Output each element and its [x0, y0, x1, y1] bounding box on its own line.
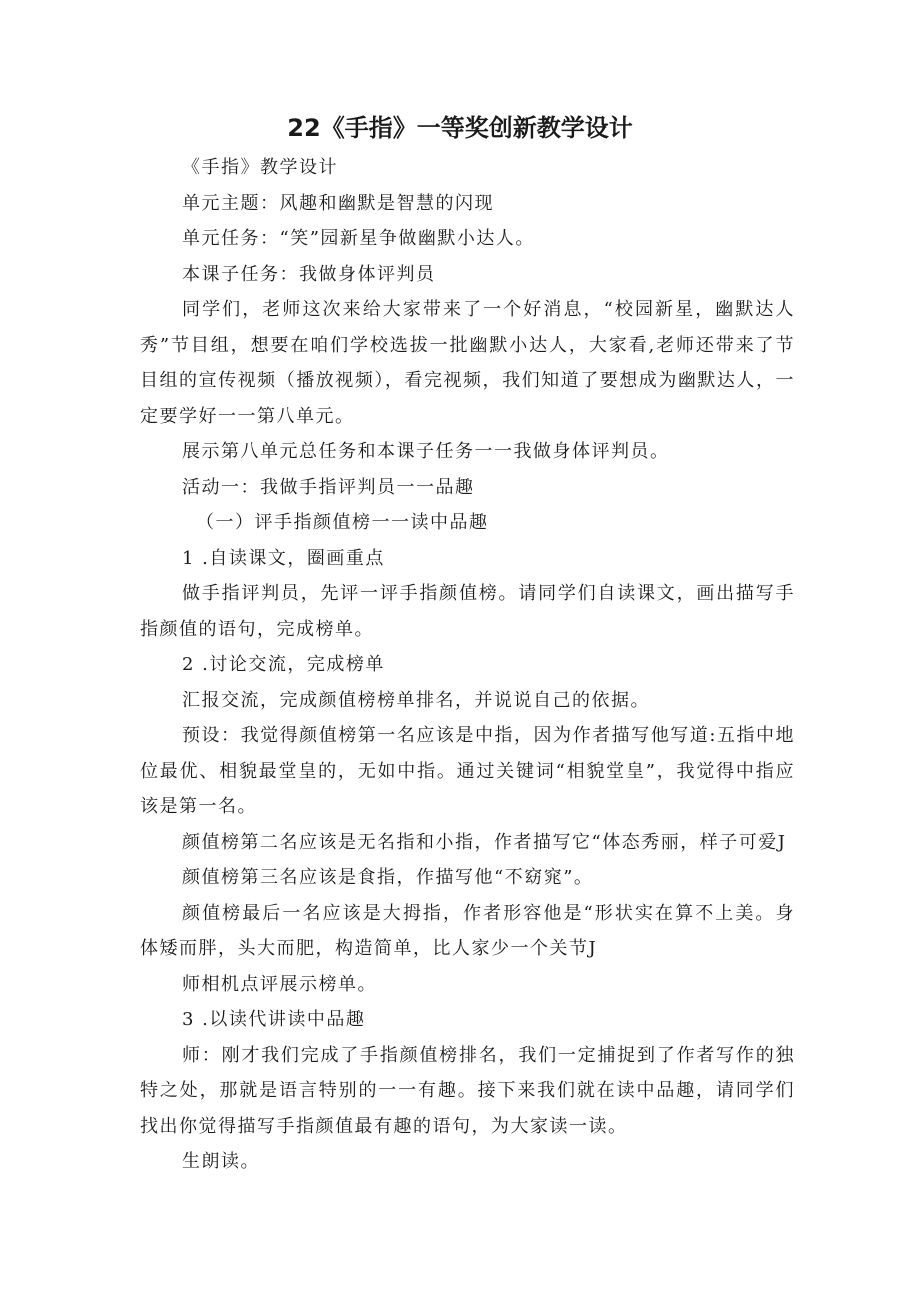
paragraph-unit-task: 单元任务：“笑”园新星争做幽默小达人。 — [182, 228, 535, 249]
paragraph-activity-one: 活动一：我做手指评判员一一品趣 — [182, 476, 475, 498]
paragraph-step-three: 3 .以读代讲读中品趣 — [182, 1009, 366, 1030]
paragraph-preset: 预设：我觉得颜值榜第一名应该是中指，因为作者描写他写道:五指中地位最优、相貌最堂皇的，无如中指。通过关键词“相貌堂皇”，我觉得中指应该是第一名。 — [140, 725, 795, 817]
paragraph-rank-last: 颜值榜最后一名应该是大拇指，作者形容他是“形状实在算不上美。身体矮而胖，头大而肥，构造简单，比人家少一个关节J — [140, 902, 795, 959]
paragraph-step-one-body: 做手指评判员，先评一评手指颜值榜。请同学们自读课文，画出描写手指颜值的语句，完成榜单。 — [140, 583, 795, 640]
paragraph-section-one: （一）评手指颜值榜一一读中品趣 — [196, 512, 489, 533]
paragraph-lesson-subtask: 本课子任务：我做身体评判员 — [182, 263, 436, 285]
paragraph-rank-two: 颜值榜第二名应该是无名指和小指，作者描写它“体态秀丽，样子可爱J — [182, 831, 787, 853]
document-body — [140, 150, 795, 1180]
paragraph-step-two-body: 汇报交流，完成颜值榜榜单排名，并说说自己的依据。 — [182, 689, 650, 711]
paragraph-unit-theme: 单元主题：风趣和幽默是智慧的闪现 — [182, 192, 494, 214]
paragraph-rank-three: 颜值榜第三名应该是食指，作描写他“不窈窕”。 — [182, 867, 594, 888]
paragraph-step-two: 2 .讨论交流，完成榜单 — [182, 654, 385, 675]
paragraph-teacher-speech: 师：刚才我们完成了手指颜值榜排名，我们一定捕捉到了作者写作的独特之处，那就是语言特别的一一有趣。接下来我们就在读中品趣，请同学们找出你觉得描写手指颜值最有趣的语句，为大家读一读。 — [140, 1044, 795, 1137]
paragraph-lesson-heading: 《手指》教学设计 — [182, 157, 338, 178]
paragraph-show-task: 展示第八单元总任务和本课子任务一一我做身体评判员。 — [182, 441, 670, 462]
paragraph-step-one: 1 .自读课文，圈画重点 — [182, 547, 385, 569]
paragraph-intro: 同学们，老师这次来给大家带来了一个好消息，“校园新星，幽默达人秀”节目组，想要在咱们学校选拔一批幽默小达人，大家看,老师还带来了节目组的宣传视频（播放视频），看完视频，我们知道了要想成为幽默达人，一定要学好一一第八单元。 — [140, 299, 795, 427]
document-title: 22《手指》一等奖创新教学设计 — [287, 114, 633, 142]
paragraph-students-read: 生朗读。 — [182, 1151, 260, 1172]
paragraph-teacher-comment: 师相机点评展示榜单。 — [182, 973, 377, 995]
